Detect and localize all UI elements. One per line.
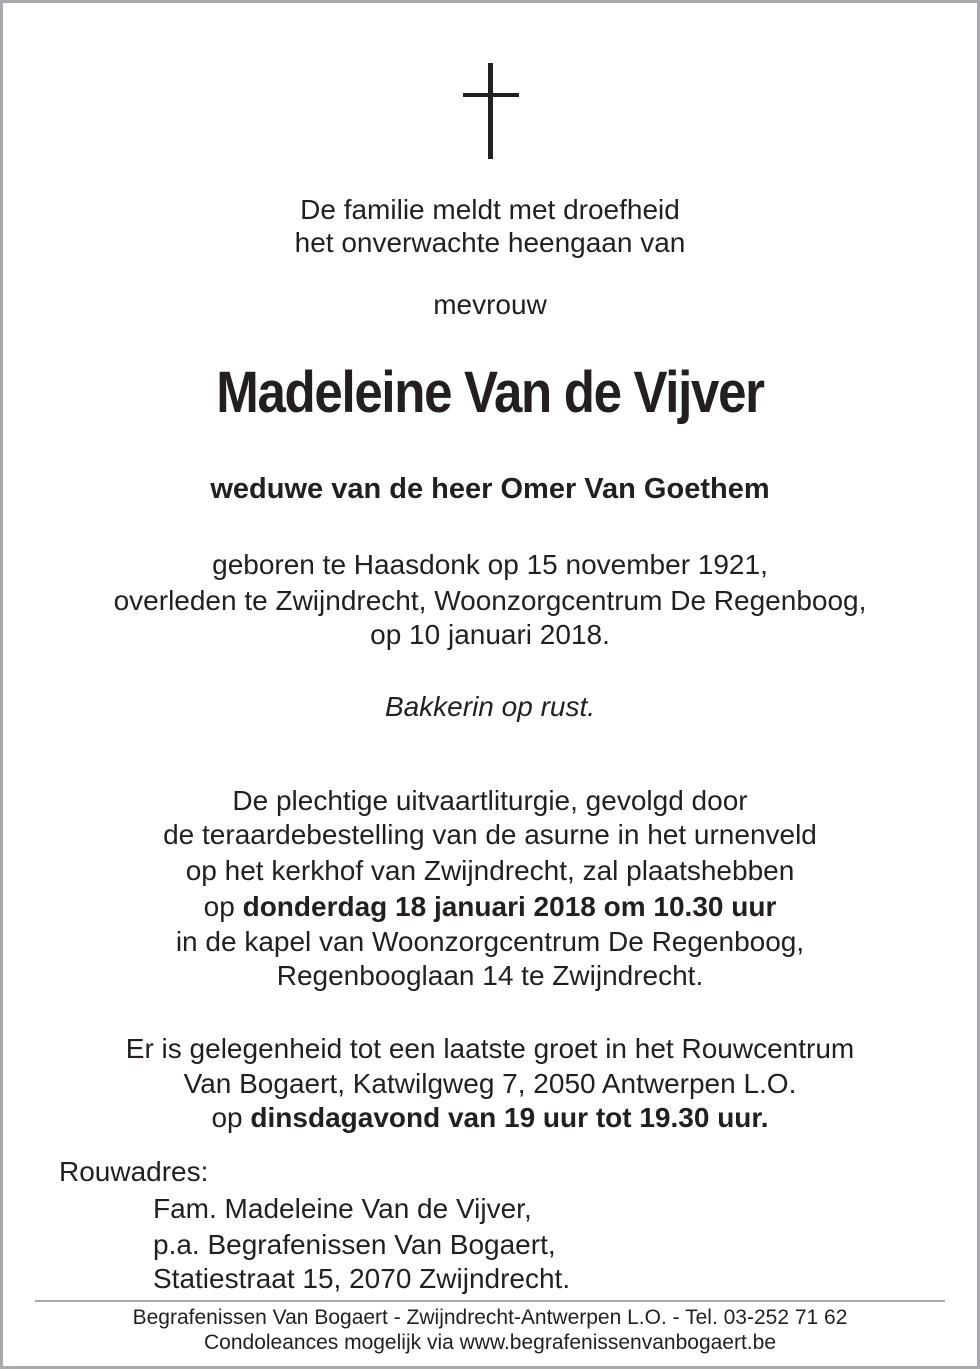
visitation-time-line bbox=[0, 1101, 980, 1135]
footer-contact: Begrafenissen Van Bogaert - Zwijndrecht-Antwerpen L.O. - Tel. 03-252 71 62 bbox=[132, 1306, 848, 1329]
funeral-date-line bbox=[0, 890, 980, 924]
funeral-line-1: De plechtige uitvaartliturgie, gevolgd door bbox=[232, 785, 748, 816]
deceased-name: Madeleine Van de Vijver bbox=[216, 360, 764, 425]
funeral-date-prefix: op bbox=[203, 891, 243, 922]
death-date-line: op 10 januari 2018. bbox=[370, 619, 610, 650]
title-word: mevrouw bbox=[433, 289, 547, 320]
visitation-time: dinsdagavond van 19 uur tot 19.30 uur. bbox=[250, 1102, 769, 1133]
birth-line: geboren te Haasdonk op 15 november 1921, bbox=[212, 549, 768, 580]
visitation-time-prefix: op bbox=[211, 1102, 251, 1133]
funeral-line-5: in de kapel van Woonzorgcentrum De Regenboog, bbox=[175, 926, 805, 957]
visitation-line-1: Er is gelegenheid tot een laatste groet in het Rouwcentrum bbox=[125, 1033, 855, 1064]
funeral-date: donderdag 18 januari 2018 om 10.30 uur bbox=[242, 891, 777, 922]
intro-line-1: De familie meldt met droefheid bbox=[300, 194, 680, 225]
funeral-line-6: Regenbooglaan 14 te Zwijndrecht. bbox=[276, 960, 704, 991]
footer-condolences: Condoleances mogelijk via www.begrafenissenvanbogaert.be bbox=[203, 1331, 776, 1354]
intro-line-2: het onverwachte heengaan van bbox=[294, 227, 686, 258]
funeral-line-3: op het kerkhof van Zwijndrecht, zal plaatshebben bbox=[185, 855, 795, 886]
mourning-address-line-2: p.a. Begrafenissen Van Bogaert, bbox=[153, 1229, 556, 1260]
spouse-line: weduwe van de heer Omer Van Goethem bbox=[210, 473, 770, 505]
mourning-address-label: Rouwadres: bbox=[59, 1156, 209, 1187]
mourning-address-line-1: Fam. Madeleine Van de Vijver, bbox=[153, 1193, 532, 1224]
footer-divider bbox=[35, 1300, 945, 1302]
funeral-line-2: de teraardebestelling van de asurne in het urnenveld bbox=[163, 819, 817, 850]
death-line: overleden te Zwijndrecht, Woonzorgcentrum De Regenboog, bbox=[113, 585, 867, 616]
profession: Bakkerin op rust. bbox=[384, 691, 596, 722]
mourning-address-line-3: Statiestraat 15, 2070 Zwijndrecht. bbox=[153, 1263, 571, 1294]
visitation-line-2: Van Bogaert, Katwilgweg 7, 2050 Antwerpen L.O. bbox=[183, 1068, 797, 1099]
cross-icon bbox=[463, 63, 519, 159]
